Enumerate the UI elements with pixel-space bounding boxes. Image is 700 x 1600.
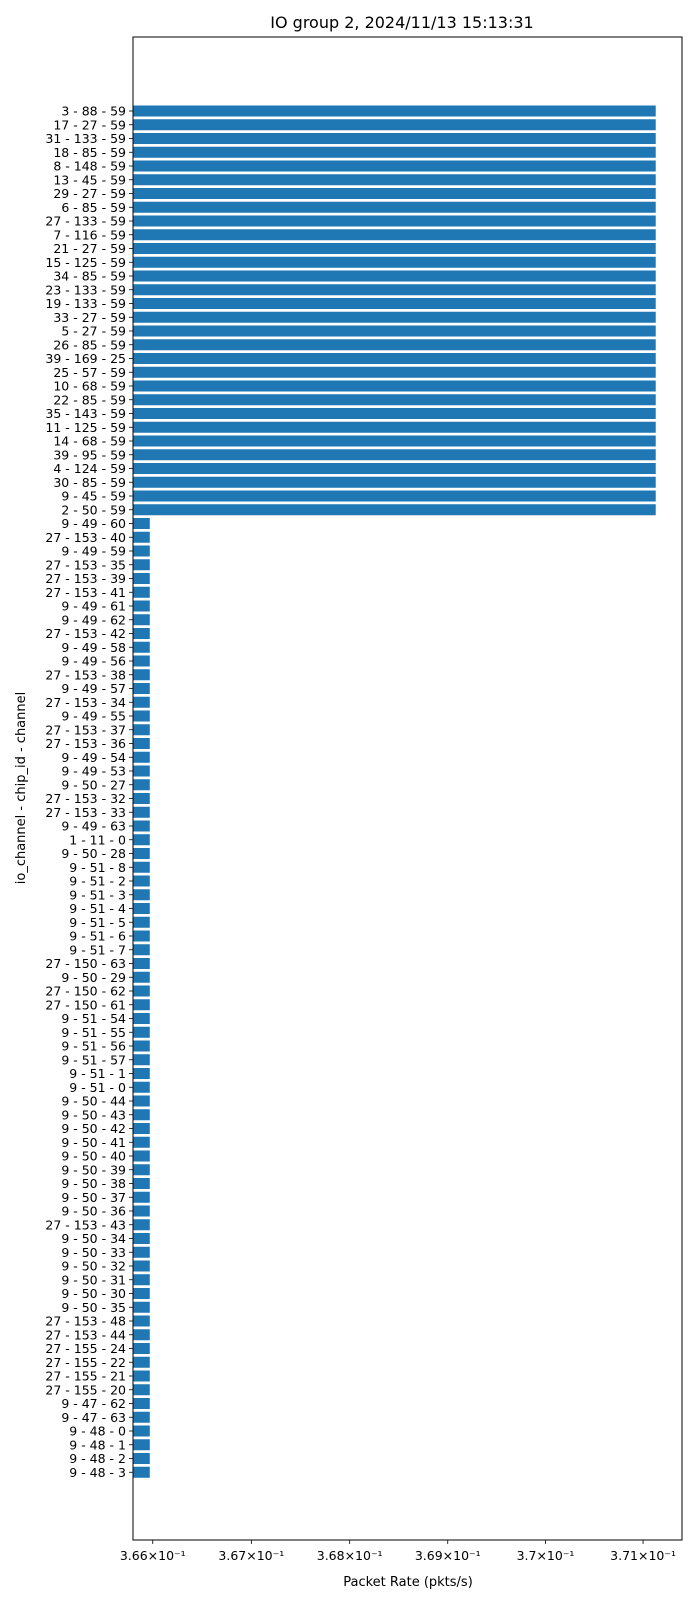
bar	[133, 436, 656, 447]
bar	[133, 229, 656, 240]
y-tick-label: 27 - 155 - 22	[45, 1354, 126, 1370]
y-tick-label: 27 - 133 - 59	[45, 213, 126, 229]
bar	[133, 1302, 150, 1313]
y-tick-label: 9 - 47 - 63	[61, 1409, 126, 1425]
bar	[133, 614, 150, 625]
bar	[133, 1054, 150, 1065]
bar	[133, 1027, 150, 1038]
bar	[133, 202, 656, 213]
bar	[133, 876, 150, 887]
bar	[133, 1096, 150, 1107]
y-tick-label: 27 - 155 - 24	[45, 1341, 126, 1356]
bar	[133, 642, 150, 653]
bar	[133, 697, 150, 708]
y-tick-label: 27 - 153 - 39	[45, 571, 126, 586]
bar	[133, 1123, 150, 1134]
y-axis-label: io_channel - chip_id - channel	[14, 691, 29, 885]
bar	[133, 766, 150, 777]
x-tick-label: 3.68×10⁻¹	[316, 1548, 383, 1563]
y-tick-label: 9 - 50 - 36	[61, 1203, 126, 1219]
bar	[133, 793, 150, 804]
y-tick-label: 27 - 153 - 34	[45, 694, 126, 710]
bar	[133, 958, 150, 969]
y-tick-label: 2 - 50 - 59	[61, 502, 126, 518]
y-tick-label: 9 - 51 - 2	[69, 873, 126, 889]
bar	[133, 284, 656, 295]
bar	[133, 408, 656, 419]
y-tick-label: 9 - 51 - 0	[69, 1079, 126, 1095]
y-tick-label: 9 - 48 - 1	[69, 1437, 126, 1453]
bar	[133, 834, 150, 845]
bar	[133, 491, 656, 502]
bar	[133, 807, 150, 818]
x-tick-label: 3.7×10⁻¹	[516, 1548, 575, 1563]
bar	[133, 1426, 150, 1437]
x-tick-label: 3.67×10⁻¹	[218, 1548, 285, 1563]
bar	[133, 243, 656, 254]
bar	[133, 1137, 150, 1148]
y-tick-label: 9 - 49 - 59	[61, 543, 126, 559]
y-tick-label: 1 - 11 - 0	[69, 832, 126, 848]
x-axis-label: Packet Rate (pkts/s)	[343, 1575, 473, 1590]
x-tick-label: 3.69×10⁻¹	[414, 1548, 481, 1563]
bar	[133, 188, 656, 199]
y-tick-label: 9 - 50 - 27	[61, 777, 126, 793]
y-axis-ticks	[45, 104, 133, 1480]
bar	[133, 999, 150, 1010]
bar	[133, 986, 150, 997]
bar	[133, 1343, 150, 1354]
bar	[133, 559, 150, 570]
bar	[133, 889, 150, 900]
bar	[133, 683, 150, 694]
y-tick-label: 26 - 85 - 59	[53, 337, 126, 353]
y-tick-label: 27 - 153 - 36	[45, 736, 126, 751]
y-tick-label: 27 - 153 - 35	[45, 557, 126, 573]
y-tick-label: 9 - 49 - 57	[61, 681, 126, 696]
y-tick-label: 9 - 51 - 4	[69, 901, 126, 916]
y-tick-label: 39 - 95 - 59	[53, 447, 126, 463]
y-tick-label: 7 - 116 - 59	[53, 227, 126, 243]
y-tick-label: 27 - 153 - 32	[45, 791, 126, 806]
y-tick-label: 5 - 27 - 59	[61, 323, 126, 339]
y-tick-label: 9 - 50 - 37	[61, 1189, 126, 1205]
y-tick-label: 27 - 153 - 38	[45, 667, 126, 683]
y-tick-label: 3 - 88 - 59	[61, 103, 126, 119]
x-tick-label: 3.66×10⁻¹	[119, 1548, 186, 1563]
bar	[133, 848, 150, 859]
bar	[133, 133, 656, 144]
bar	[133, 477, 656, 488]
y-tick-label: 9 - 50 - 38	[61, 1176, 126, 1191]
bar	[133, 1467, 150, 1478]
y-tick-label: 9 - 50 - 29	[61, 969, 126, 985]
y-tick-label: 9 - 50 - 35	[61, 1299, 126, 1315]
y-tick-label: 9 - 48 - 2	[69, 1451, 126, 1466]
bar	[133, 724, 150, 735]
bar	[133, 1439, 150, 1450]
bar	[133, 367, 656, 378]
bar	[133, 669, 150, 680]
y-tick-label: 15 - 125 - 59	[45, 254, 126, 270]
y-tick-label: 22 - 85 - 59	[53, 392, 126, 408]
bar	[133, 298, 656, 309]
y-tick-label: 9 - 49 - 61	[61, 598, 126, 614]
y-tick-label: 4 - 124 - 59	[53, 461, 126, 476]
bar	[133, 1329, 150, 1340]
bar	[133, 752, 150, 763]
y-tick-label: 9 - 45 - 59	[61, 488, 126, 504]
bar	[133, 573, 150, 584]
bar	[133, 1288, 150, 1299]
y-tick-label: 9 - 49 - 55	[61, 708, 126, 724]
bar	[133, 944, 150, 955]
y-tick-label: 27 - 153 - 40	[45, 529, 126, 545]
bars-group	[133, 106, 656, 1478]
bar	[133, 147, 656, 158]
y-tick-label: 27 - 153 - 37	[45, 722, 126, 738]
y-tick-label: 27 - 153 - 42	[45, 626, 126, 641]
y-tick-label: 9 - 50 - 39	[61, 1162, 126, 1178]
y-tick-label: 8 - 148 - 59	[53, 158, 126, 174]
y-tick-label: 9 - 51 - 1	[69, 1066, 126, 1081]
bar	[133, 1371, 150, 1382]
y-tick-label: 39 - 169 - 25	[45, 351, 126, 366]
bar	[133, 546, 150, 557]
y-tick-label: 27 - 150 - 61	[45, 997, 126, 1013]
bar	[133, 422, 656, 433]
y-tick-label: 9 - 50 - 43	[61, 1107, 126, 1123]
y-tick-label: 10 - 68 - 59	[53, 378, 126, 394]
y-tick-label: 14 - 68 - 59	[53, 433, 126, 449]
bar	[133, 738, 150, 749]
y-tick-label: 27 - 153 - 33	[45, 804, 126, 820]
bar	[133, 1068, 150, 1079]
y-tick-label: 11 - 125 - 59	[45, 419, 126, 435]
y-tick-label: 17 - 27 - 59	[53, 117, 126, 133]
y-tick-label: 9 - 50 - 41	[61, 1134, 126, 1150]
y-tick-label: 27 - 155 - 21	[45, 1368, 126, 1384]
y-tick-label: 25 - 57 - 59	[53, 364, 126, 380]
y-tick-label: 18 - 85 - 59	[53, 144, 126, 160]
bar	[133, 1261, 150, 1272]
bar	[133, 587, 150, 598]
y-tick-label: 31 - 133 - 59	[45, 131, 126, 146]
y-tick-label: 9 - 51 - 54	[61, 1011, 126, 1026]
bar	[133, 504, 656, 515]
y-tick-label: 9 - 51 - 7	[69, 942, 126, 958]
y-tick-label: 35 - 143 - 59	[45, 406, 126, 421]
bar	[133, 917, 150, 928]
bar	[133, 353, 656, 364]
bar	[133, 463, 656, 474]
bar	[133, 1082, 150, 1093]
bar	[133, 1013, 150, 1024]
bar	[133, 1453, 150, 1464]
y-tick-label: 9 - 49 - 54	[61, 749, 126, 765]
y-tick-label: 9 - 47 - 62	[61, 1396, 126, 1411]
bar	[133, 903, 150, 914]
y-tick-label: 9 - 50 - 44	[61, 1093, 126, 1109]
bar	[133, 326, 656, 337]
y-tick-label: 9 - 51 - 3	[69, 887, 126, 903]
y-tick-label: 9 - 51 - 6	[69, 928, 126, 944]
bar	[133, 174, 656, 185]
y-tick-label: 9 - 49 - 58	[61, 639, 126, 655]
y-tick-label: 9 - 48 - 3	[69, 1464, 126, 1480]
bar	[133, 711, 150, 722]
bar	[133, 656, 150, 667]
y-tick-label: 27 - 150 - 63	[45, 956, 126, 971]
bar	[133, 931, 150, 942]
y-tick-label: 9 - 51 - 57	[61, 1052, 126, 1068]
bar	[133, 1398, 150, 1409]
bar	[133, 532, 150, 543]
bar	[133, 601, 150, 612]
y-tick-label: 34 - 85 - 59	[53, 268, 126, 284]
bar	[133, 779, 150, 790]
y-tick-label: 9 - 50 - 33	[61, 1244, 126, 1260]
y-tick-label: 13 - 45 - 59	[53, 172, 126, 188]
x-tick-label: 3.71×10⁻¹	[610, 1548, 676, 1563]
bar	[133, 1247, 150, 1258]
bar	[133, 339, 656, 350]
y-tick-label: 33 - 27 - 59	[53, 309, 126, 325]
bar	[133, 1274, 150, 1285]
x-axis-ticks	[120, 1540, 676, 1563]
y-tick-label: 6 - 85 - 59	[61, 199, 126, 215]
y-tick-label: 9 - 49 - 56	[61, 653, 126, 669]
y-tick-label: 23 - 133 - 59	[45, 282, 126, 298]
y-tick-label: 9 - 51 - 56	[61, 1038, 126, 1054]
bar	[133, 1219, 150, 1230]
y-tick-label: 27 - 153 - 48	[45, 1313, 126, 1329]
bar	[133, 1357, 150, 1368]
bar	[133, 518, 150, 529]
bar	[133, 394, 656, 405]
bar	[133, 1164, 150, 1175]
y-tick-label: 9 - 50 - 34	[61, 1231, 126, 1246]
bar	[133, 821, 150, 832]
bar	[133, 106, 656, 117]
y-tick-label: 30 - 85 - 59	[53, 474, 126, 490]
bar	[133, 862, 150, 873]
y-tick-label: 27 - 153 - 41	[45, 584, 126, 600]
y-tick-label: 27 - 155 - 20	[45, 1382, 126, 1398]
y-tick-label: 27 - 153 - 43	[45, 1217, 126, 1233]
bar	[133, 1412, 150, 1423]
y-tick-label: 9 - 50 - 31	[61, 1272, 126, 1288]
bar	[133, 972, 150, 983]
y-tick-label: 9 - 49 - 60	[61, 516, 126, 531]
bar	[133, 1041, 150, 1052]
y-tick-label: 9 - 50 - 28	[61, 846, 126, 861]
bar	[133, 216, 656, 227]
bar	[133, 119, 656, 130]
y-tick-label: 19 - 133 - 59	[45, 296, 126, 311]
y-tick-label: 9 - 51 - 8	[69, 859, 126, 875]
y-tick-label: 9 - 50 - 42	[61, 1121, 126, 1136]
bar	[133, 1151, 150, 1162]
y-tick-label: 27 - 150 - 62	[45, 983, 126, 999]
y-tick-label: 9 - 50 - 40	[61, 1148, 126, 1164]
y-tick-label: 9 - 50 - 32	[61, 1258, 126, 1274]
y-tick-label: 9 - 51 - 55	[61, 1024, 126, 1040]
y-tick-label: 9 - 49 - 53	[61, 763, 126, 779]
bar	[133, 381, 656, 392]
y-tick-label: 9 - 49 - 63	[61, 818, 126, 834]
y-tick-label: 27 - 153 - 44	[45, 1327, 126, 1343]
bar	[133, 161, 656, 172]
bar	[133, 1316, 150, 1327]
y-tick-label: 9 - 50 - 30	[61, 1286, 126, 1301]
y-tick-label: 9 - 48 - 0	[69, 1423, 126, 1439]
bar	[133, 449, 656, 460]
bar	[133, 1206, 150, 1217]
chart-title: IO group 2, 2024/11/13 15:13:31	[270, 13, 534, 32]
y-tick-label: 29 - 27 - 59	[53, 186, 126, 201]
bar	[133, 1178, 150, 1189]
y-tick-label: 9 - 49 - 62	[61, 612, 126, 628]
bar	[133, 1109, 150, 1120]
bar	[133, 1233, 150, 1244]
bar	[133, 271, 656, 282]
y-tick-label: 21 - 27 - 59	[53, 241, 126, 256]
bar	[133, 257, 656, 268]
bar	[133, 628, 150, 639]
bar	[133, 1384, 150, 1395]
y-tick-label: 9 - 51 - 5	[69, 914, 126, 930]
bar	[133, 312, 656, 323]
bar	[133, 1192, 150, 1203]
